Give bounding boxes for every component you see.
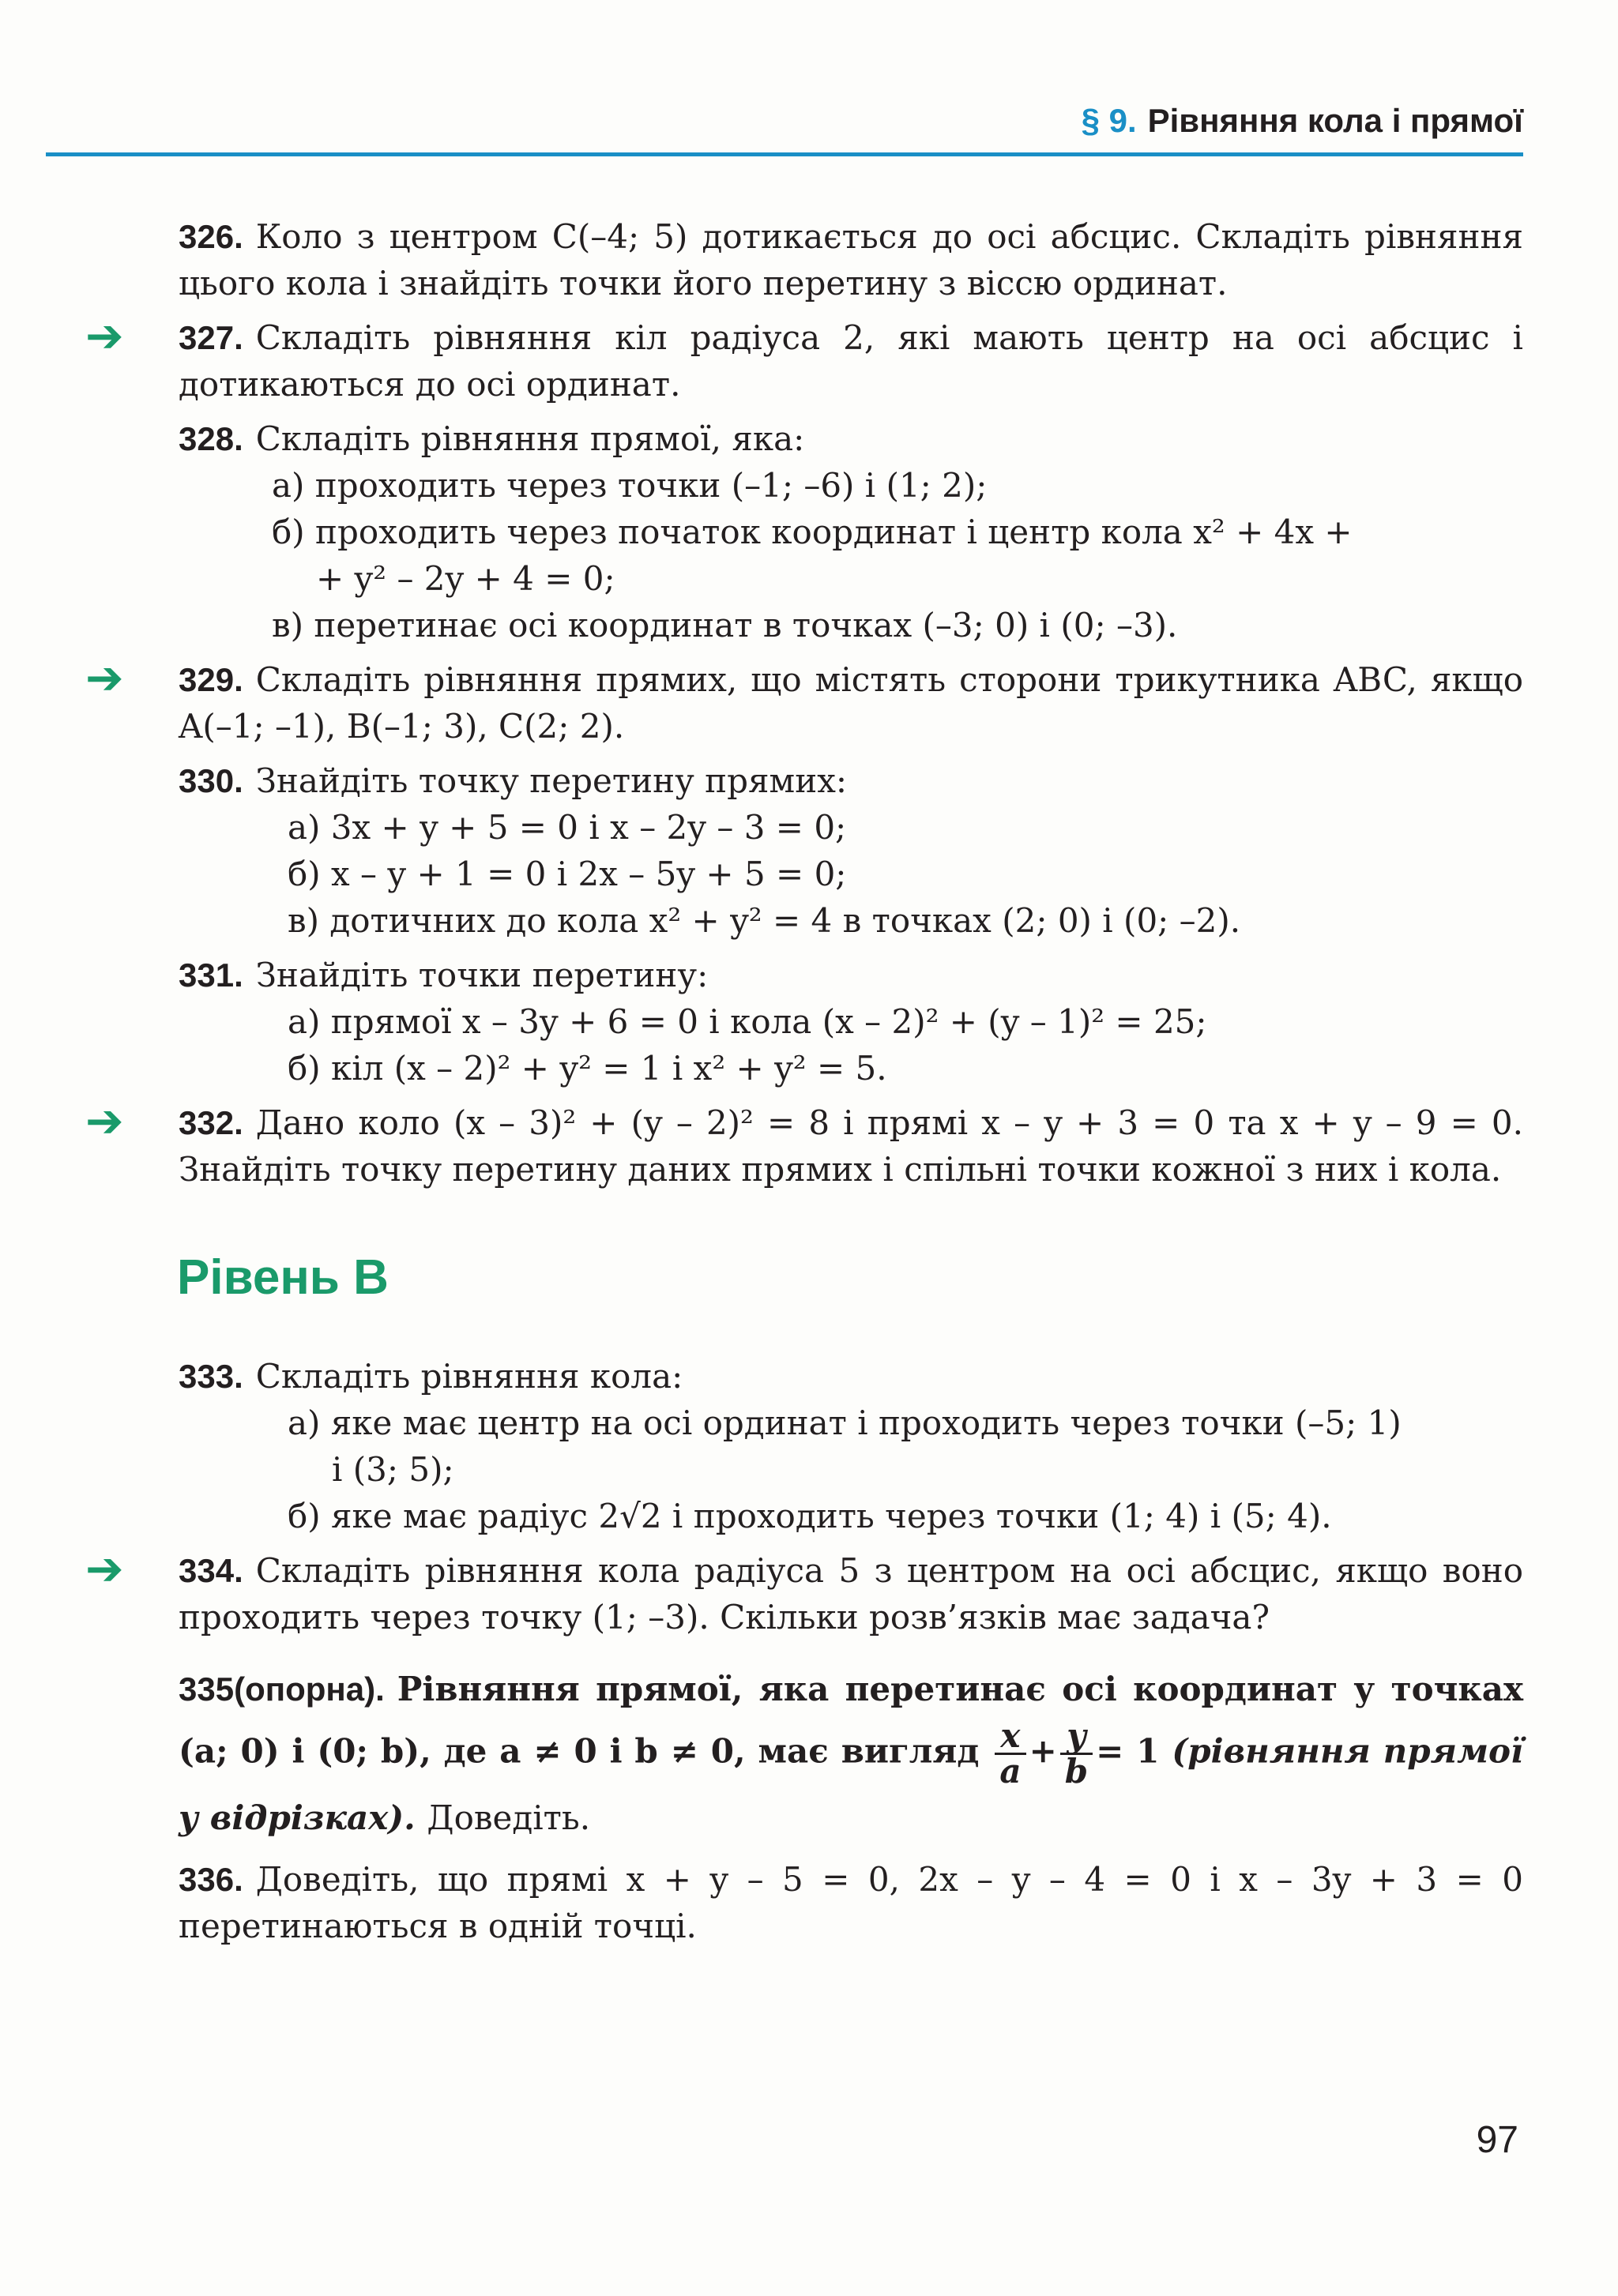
problem-text: Складіть рівняння кола:	[255, 1357, 683, 1396]
problem-328	[179, 415, 1523, 648]
subitem-b-continued: + y² – 2y + 4 = 0;	[316, 559, 615, 598]
italic-note: (рівняння прямої у відрізках).	[179, 1731, 1523, 1837]
problem-number: 336.	[179, 1861, 243, 1898]
problem-text: Знайдіть точки перетину:	[255, 956, 709, 994]
problem-number: 326.	[179, 218, 243, 255]
right-arrow-icon: ➔	[85, 651, 124, 705]
subitem-b: б) проходить через початок координат і центр кола x² + 4x +	[272, 513, 1353, 551]
right-arrow-icon: ➔	[85, 1094, 124, 1148]
problem-tag: (опорна).	[234, 1670, 385, 1708]
fraction-numerator: y	[1060, 1719, 1093, 1755]
problem-336	[179, 1856, 1523, 1949]
problem-330	[179, 757, 1523, 944]
problem-text: Складіть рівняння кола радіуса 5 з центром на осі абсцис, якщо воно проходить через точку (1; –3). Скільки розв’язків має задача?	[179, 1551, 1523, 1637]
subitem-c: в) перетинає осі координат в точках (–3; 0) і (0; –3).	[272, 606, 1178, 644]
problem-327	[85, 309, 1523, 408]
prove-text: Доведіть.	[427, 1798, 591, 1837]
right-arrow-icon: ➔	[85, 1542, 124, 1595]
fraction-denominator: a	[999, 1752, 1022, 1791]
subitem-a: а) прямої x – 3y + 6 = 0 і кола (x – 2)² + (y – 1)² = 25;	[288, 1002, 1207, 1041]
problems-list	[85, 213, 1523, 1957]
problem-number: 329.	[179, 661, 243, 698]
subitem-b: б) яке має радіус 2√2 і проходить через точки (1; 4) і (5; 4).	[288, 1497, 1332, 1535]
equals-one: = 1	[1096, 1731, 1160, 1771]
section-title: Рівняння кола і прямої	[1147, 102, 1523, 139]
problem-331	[179, 952, 1523, 1092]
subitem-c: в) дотичних до кола x² + y² = 4 в точках (2; 0) і (0; –2).	[288, 901, 1241, 940]
fraction-numerator: x	[995, 1719, 1025, 1755]
problem-text: Рівняння прямої, яка перетинає осі координат у точках (a; 0) і (0; b), де a ≠ 0 і b ≠ 0, має вигляд	[179, 1670, 1523, 1771]
problem-number: 333.	[179, 1358, 243, 1395]
subitem-a: а) проходить через точки (–1; –6) і (1; 2);	[272, 466, 988, 505]
subitem-b: б) x – y + 1 = 0 і 2x – 5y + 5 = 0;	[288, 855, 847, 893]
problem-332	[85, 1094, 1523, 1193]
problem-326	[179, 213, 1523, 306]
problem-333	[179, 1353, 1523, 1539]
header-title	[1082, 102, 1523, 140]
problem-number: 335	[179, 1670, 235, 1708]
problem-text: Складіть рівняння прямих, що містять сторони трикутника ABC, якщо A(–1; –1), B(–1; 3), C(2; 2).	[179, 660, 1523, 746]
problem-text: Складіть рівняння прямої, яка:	[255, 419, 805, 458]
right-arrow-icon: ➔	[85, 309, 124, 363]
problem-text: Доведіть, що прямі x + y – 5 = 0, 2x – y – 4 = 0 і x – 3y + 3 = 0 перетинаються в одній точці.	[179, 1860, 1523, 1945]
plus-sign: +	[1029, 1731, 1057, 1771]
problem-text: Коло з центром C(–4; 5) дотикається до осі абсцис. Складіть рівняння цього кола і знайдіть точки його перетину з віссю ординат.	[179, 217, 1523, 303]
fraction-denominator: b	[1064, 1752, 1089, 1791]
fraction-y-over-b	[1060, 1716, 1093, 1791]
problem-number: 334.	[179, 1552, 243, 1589]
problem-text: Знайдіть точку перетину прямих:	[255, 761, 848, 800]
problem-number: 332.	[179, 1104, 243, 1141]
problem-329	[85, 651, 1523, 750]
level-heading: Рівень В	[177, 1250, 389, 1305]
fraction-x-over-a	[995, 1716, 1025, 1791]
subitem-a: а) 3x + y + 5 = 0 і x – 2y – 3 = 0;	[288, 808, 847, 847]
section-number: § 9.	[1081, 102, 1137, 139]
problem-number: 327.	[179, 319, 243, 356]
problem-text: Дано коло (x – 3)² + (y – 2)² = 8 і прямі x – y + 3 = 0 та x + y – 9 = 0. Знайдіть точку перетину даних прямих і спільні точки кожної з них і кола.	[179, 1103, 1523, 1189]
page-number: 97	[1476, 2119, 1518, 2161]
problem-335	[179, 1659, 1523, 1848]
problem-number: 331.	[179, 956, 243, 994]
problem-number: 330.	[179, 762, 243, 799]
problem-text: Складіть рівняння кіл радіуса 2, які мають центр на осі абсцис і дотикаються до осі ординат.	[179, 318, 1523, 404]
subitem-a-continued: і (3; 5);	[332, 1450, 454, 1489]
problem-334	[85, 1542, 1523, 1640]
problem-number: 328.	[179, 420, 243, 457]
subitem-b: б) кіл (x – 2)² + y² = 1 і x² + y² = 5.	[288, 1049, 887, 1088]
subitem-a: а) яке має центр на осі ординат і проходить через точки (–5; 1)	[288, 1404, 1402, 1442]
page-header	[46, 99, 1523, 156]
